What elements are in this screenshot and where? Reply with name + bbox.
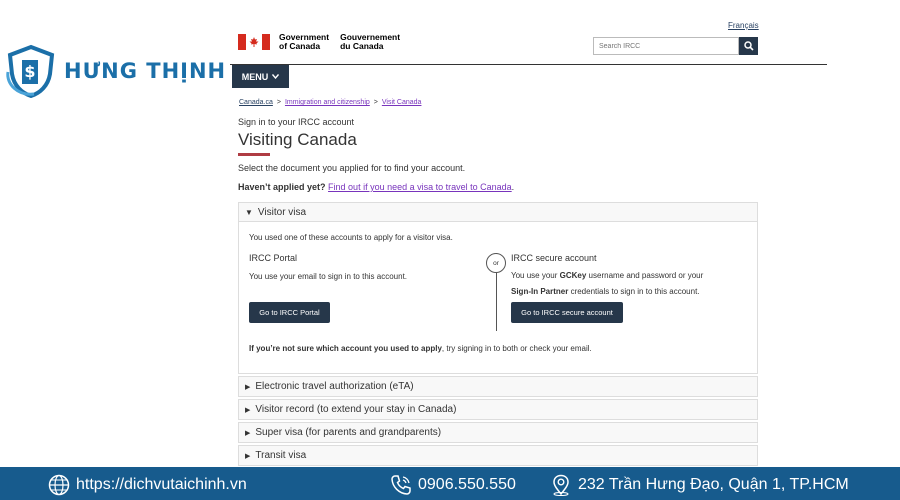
footer-website[interactable] — [48, 474, 247, 496]
accordion-eta[interactable] — [238, 376, 758, 397]
breadcrumb-item-visit[interactable]: Visit Canada — [381, 99, 422, 106]
visa-requirement-link[interactable]: Find out if you need a visa to travel to Canada — [328, 182, 512, 192]
signature-english: Government of Canada — [279, 32, 330, 51]
caret-down-icon: ▼ — [245, 207, 253, 217]
accordion-label: Transit visa — [255, 450, 307, 461]
visitor-visa-lead: You used one of these accounts to apply for a visitor visa. — [249, 233, 453, 242]
or-divider: or — [486, 253, 506, 273]
svg-text:$: $ — [24, 62, 36, 81]
globe-icon — [48, 474, 70, 496]
shield-dollar-icon — [4, 44, 58, 98]
goc-signature[interactable] — [238, 33, 400, 51]
ircc-secure-text-line2: Sign-In Partner credentials to sign in to this account. — [511, 287, 700, 296]
not-applied-label: Haven’t applied yet? — [238, 182, 326, 192]
brand-logo — [4, 44, 226, 98]
breadcrumb-item-immigration[interactable]: Immigration and citizenship — [284, 99, 370, 106]
chevron-down-icon — [272, 74, 279, 79]
language-toggle-link[interactable]: Français — [728, 21, 759, 30]
caret-right-icon: ▶ — [245, 406, 251, 414]
caret-right-icon: ▶ — [245, 429, 251, 437]
search-input[interactable] — [593, 37, 739, 55]
ircc-portal-heading: IRCC Portal — [249, 253, 298, 263]
title-underline — [238, 153, 270, 156]
ircc-secure-heading: IRCC secure account — [511, 253, 597, 263]
brand-name: HƯNG THỊNH — [64, 59, 227, 83]
accordion-visitor-record[interactable] — [238, 399, 758, 420]
go-to-ircc-secure-button[interactable]: Go to IRCC secure account — [511, 302, 623, 323]
signature-french: Gouvernement du Canada — [340, 32, 401, 51]
contact-footer — [0, 467, 900, 500]
accordion-transit-visa[interactable] — [238, 445, 758, 466]
footer-phone[interactable] — [390, 474, 516, 496]
caret-right-icon: ▶ — [245, 383, 251, 391]
visitor-visa-footnote: If you’re not sure which account you used to apply, try signing in to both or check your email. — [249, 344, 592, 353]
go-to-ircc-portal-button[interactable]: Go to IRCC Portal — [249, 302, 330, 323]
header-divider — [230, 64, 827, 65]
visitor-visa-heading: Visitor visa — [257, 206, 307, 218]
breadcrumb-separator: > — [373, 99, 378, 106]
menu-button[interactable] — [232, 65, 289, 88]
intro-text: Select the document you applied for to find your account. — [238, 163, 466, 173]
not-applied-text: Haven’t applied yet? Find out if you need a visa to travel to Canada. — [238, 182, 515, 192]
site-search — [593, 37, 758, 55]
phone-text: 0906.550.550 — [418, 476, 516, 493]
breadcrumb-item-canada[interactable]: Canada.ca — [239, 99, 273, 106]
page-kicker: Sign in to your IRCC account — [238, 117, 355, 127]
website-text: https://dichvutaichinh.vn — [76, 476, 247, 493]
visitor-visa-toggle[interactable] — [239, 203, 757, 222]
ircc-portal-text: You use your email to sign in to this account. — [249, 272, 408, 281]
ircc-secure-text-line1: You use your GCKey username and password or your — [511, 271, 704, 280]
accordion-label: Super visa (for parents and grandparents) — [255, 427, 442, 438]
accordion-label: Visitor record (to extend your stay in Canada) — [255, 404, 457, 415]
menu-label: MENU — [241, 71, 269, 82]
footer-address — [550, 474, 849, 496]
visitor-visa-panel — [238, 202, 758, 374]
search-button[interactable] — [739, 37, 758, 55]
address-text: 232 Trần Hưng Đạo, Quận 1, TP.HCM — [578, 476, 849, 493]
page-title: Visiting Canada — [238, 130, 357, 149]
accordion-super-visa[interactable] — [238, 422, 758, 443]
search-icon — [744, 41, 754, 51]
accordion-label: Electronic travel authorization (eTA) — [255, 381, 414, 392]
location-pin-icon — [550, 474, 572, 496]
phone-icon — [390, 474, 412, 496]
breadcrumb-separator: > — [276, 99, 281, 106]
caret-right-icon: ▶ — [245, 452, 251, 460]
canada-flag-icon — [238, 34, 270, 50]
breadcrumb — [239, 99, 421, 106]
